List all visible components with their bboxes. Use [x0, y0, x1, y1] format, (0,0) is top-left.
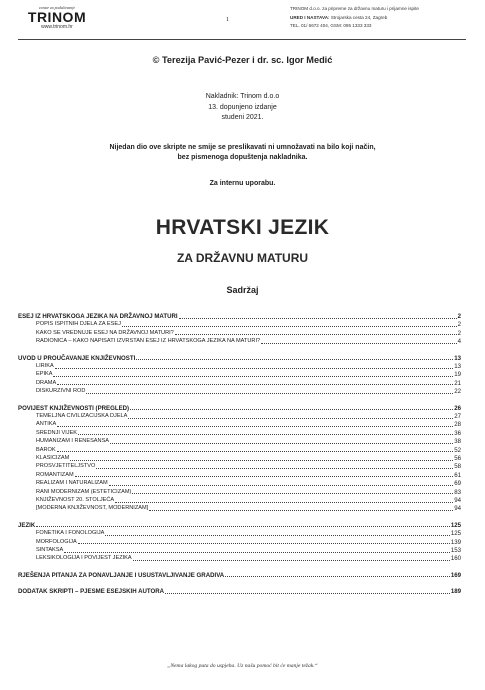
- toc-page-number: 2: [457, 321, 461, 329]
- edition-date: studeni 2021.: [221, 114, 264, 121]
- toc-entry-title: HUMANIZAM I RENESANSA: [36, 438, 110, 445]
- toc-subsection-entry: [18, 538, 461, 546]
- toc-page-number: 56: [454, 455, 461, 462]
- toc-entry-title: KAKO SE VREDNUJE ESEJ NA DRŽAVNOJ MATURI?: [36, 329, 174, 336]
- trinom-logo: [22, 5, 92, 30]
- toc-page-number: 21: [454, 379, 461, 387]
- toc-page-number: 13: [454, 363, 461, 370]
- toc-entry-title: SINTAKSA: [36, 547, 64, 553]
- toc-subsection-entry: [18, 329, 461, 337]
- toc-dot-leader: [53, 375, 453, 377]
- toc-subsection-entry: [18, 529, 461, 537]
- toc-page-number: 38: [454, 438, 461, 446]
- publisher: Nakladnik: Trinom d.o.o: [205, 93, 280, 100]
- toc-dot-leader: [70, 459, 453, 461]
- publisher-block: [0, 92, 485, 124]
- office-line: [290, 14, 470, 23]
- toc-page-number: 13: [454, 354, 461, 362]
- toc-dot-leader: [179, 317, 457, 319]
- toc-subsection-entry: [18, 454, 461, 462]
- toc-page-number: 94: [454, 505, 461, 513]
- toc-dot-leader: [165, 592, 450, 594]
- toc-subsection-entry: [18, 337, 461, 345]
- toc-dot-leader: [109, 484, 454, 486]
- toc-entry-title: POPIS ISPITNIH DJELA ZA ESEJ: [36, 321, 121, 328]
- toc-page-number: 139: [450, 538, 461, 546]
- toc-page-number: 19: [454, 371, 461, 379]
- toc-dot-leader: [57, 425, 453, 427]
- toc-subsection-entry: [18, 479, 461, 487]
- toc-entry-title: ROMANTIZAM: [36, 471, 74, 478]
- toc-dot-leader: [78, 542, 450, 544]
- toc-entry-title: DODATAK SKRIPTI – PJESME ESEJSKIH AUTORA: [18, 588, 165, 596]
- toc-subsection-entry: [18, 412, 461, 420]
- notice-line-1: Nijedan dio ove skripte ne smije se preslikavati ni umnožavati na bilo koji način,: [109, 144, 376, 151]
- toc-page-number: 61: [454, 471, 461, 479]
- toc-dot-leader: [57, 383, 453, 385]
- contents-heading: Sadržaj: [226, 285, 259, 295]
- toc-subsection-entry: [18, 504, 461, 512]
- toc-dot-leader: [110, 442, 453, 444]
- toc-entry-title: RADIONICA – KAKO NAPISATI IZVRSTAN ESEJ IZ HRVATSKOGA JEZIKA NA MATURI?: [36, 338, 261, 345]
- toc-dot-leader: [136, 358, 453, 360]
- toc-dot-leader: [133, 559, 450, 561]
- toc-entry-title: LIRIKA: [36, 363, 54, 369]
- toc-page-number: 36: [454, 429, 461, 437]
- toc-subsection-entry: [18, 496, 461, 504]
- toc-entry-title: BAROK: [36, 446, 56, 453]
- toc-page-number: 2: [457, 313, 461, 320]
- toc-section-entry: [18, 571, 461, 579]
- header-contact-block: [290, 5, 470, 31]
- company-line: TRINOM d.o.o. za pripreme za državnu maturu i prijamne ispite: [290, 6, 419, 11]
- toc-page-number: 160: [450, 555, 461, 563]
- toc-subsection-entry: [18, 471, 461, 479]
- toc-dot-leader: [64, 551, 450, 553]
- toc-page-number: 189: [450, 588, 461, 596]
- toc-subsection-entry: [18, 446, 461, 454]
- toc-subsection-entry: [18, 488, 461, 496]
- toc-entry-title: UVOD U PROUČAVANJE KNJIŽEVNOSTI: [18, 354, 136, 362]
- toc-page-number: 58: [454, 463, 461, 471]
- notice-line-2: bez pismenoga dopuštenja nakladnika.: [177, 154, 308, 161]
- toc-page-number: 125: [450, 521, 461, 529]
- office-label: URED I NASTAVA:: [290, 14, 330, 20]
- contact-line: TEL. 01/ 6672 404, GSM: 095 1333 333: [290, 23, 372, 28]
- toc-page-number: 94: [454, 497, 461, 504]
- page-number: 1: [226, 17, 229, 23]
- toc-dot-leader: [132, 492, 453, 494]
- toc-entry-title: POVIJEST KNJIŽEVNOSTI (PREGLED): [18, 404, 130, 412]
- toc-entry-title: SREDNJI VIJEK: [36, 429, 78, 436]
- toc-page-number: 26: [454, 404, 461, 412]
- toc-page-number: 4: [457, 338, 461, 346]
- toc-page-number: 28: [454, 421, 461, 429]
- main-title: HRVATSKI JEZIK: [155, 216, 330, 239]
- toc-page-number: 52: [454, 446, 461, 454]
- logo-tagline: centar za podučavanje: [38, 5, 76, 10]
- copyright-notice: [0, 143, 485, 163]
- toc-entry-title: LEKSIKOLOGIJA I POVIJEST JEZIKA: [36, 555, 132, 562]
- toc-section-entry: [18, 354, 461, 362]
- toc-subsection-entry: [18, 320, 461, 328]
- toc-entry-title: DRAMA: [36, 379, 57, 386]
- toc-entry-title: ANTIKA: [36, 421, 57, 428]
- header-divider: [18, 39, 466, 40]
- toc-entry-title: JEZIK: [18, 521, 36, 529]
- toc-dot-leader: [261, 342, 457, 344]
- toc-subsection-entry: [18, 362, 461, 370]
- toc-dot-leader: [78, 433, 453, 435]
- toc-subsection-entry: [18, 379, 461, 387]
- toc-subsection-entry: [18, 554, 461, 562]
- toc-dot-leader: [57, 450, 454, 452]
- toc-page-number: 2: [457, 329, 461, 337]
- toc-section-entry: [18, 312, 461, 320]
- toc-dot-leader: [122, 325, 457, 327]
- toc-section-entry: [18, 521, 461, 529]
- toc-entry-title: KLASICIZAM: [36, 455, 70, 461]
- edition: 13. dopunjeno izdanje: [208, 103, 277, 111]
- toc-dot-leader: [128, 417, 453, 419]
- toc-dot-leader: [225, 575, 450, 577]
- toc-page-number: 69: [454, 480, 461, 488]
- toc-section-entry: [18, 587, 461, 595]
- toc-page-number: 22: [454, 388, 461, 396]
- toc-entry-title: EPIKA: [36, 371, 53, 378]
- toc-dot-leader: [105, 534, 449, 536]
- toc-subsection-entry: [18, 437, 461, 445]
- toc-entry-title: PROSVJETITELJSTVO: [36, 463, 96, 470]
- toc-entry-title: DISKURZIVNI ROD: [36, 388, 86, 395]
- toc-entry-title: RANI MODERNIZAM (ESTETICIZAM): [36, 488, 132, 495]
- toc-entry-title: REALIZAM I NATURALIZAM: [36, 480, 108, 487]
- toc-subsection-entry: [18, 546, 461, 554]
- authors: © Terezija Pavić-Pezer i dr. sc. Igor Medić: [152, 55, 333, 65]
- toc-entry-title: ESEJ IZ HRVATSKOGA JEZIKA NA DRŽAVNOJ MATURI: [18, 313, 178, 320]
- toc-page-number: 169: [450, 571, 461, 579]
- toc-subsection-entry: [18, 370, 461, 378]
- toc-entry-title: FONETIKA I FONOLOGIJA: [36, 530, 105, 537]
- toc-subsection-entry: [18, 420, 461, 428]
- office-address: Strojarska cesta 24, Zagreb: [330, 14, 388, 20]
- internal-use-note: Za internu uporabu.: [209, 180, 276, 187]
- toc-dot-leader: [75, 475, 454, 477]
- toc-dot-leader: [86, 392, 453, 394]
- toc-page-number: 27: [454, 413, 461, 420]
- toc-subsection-entry: [18, 462, 461, 470]
- toc-entry-title: TEMELJNA CIVILIZACIJSKA DJELA: [36, 413, 128, 419]
- toc-entry-title: [MODERNA KNJIŽEVNOST, MODERNIZAM]: [36, 505, 149, 512]
- toc-page-number: 153: [450, 547, 461, 554]
- toc-page-number: 83: [454, 488, 461, 496]
- toc-subsection-entry: [18, 429, 461, 437]
- logo-url: www.trinom.hr: [41, 24, 73, 30]
- toc-entry-title: MORFOLOGIJA: [36, 538, 77, 545]
- toc-dot-leader: [115, 501, 453, 503]
- subtitle: ZA DRŽAVNU MATURU: [176, 251, 309, 265]
- toc-dot-leader: [36, 525, 450, 527]
- toc-dot-leader: [96, 467, 453, 469]
- footer-motto: „Nema lakog puta do uspjeha. Uz našu pomoć bit će manje težak.“: [167, 663, 318, 669]
- toc-dot-leader: [55, 367, 453, 369]
- toc-page-number: 125: [450, 530, 461, 538]
- toc-entry-title: KNJIŽEVNOST 20. STOLJEĆA: [36, 497, 115, 503]
- toc-dot-leader: [130, 408, 453, 410]
- toc-subsection-entry: [18, 387, 461, 395]
- logo-text: TRINOM: [27, 9, 87, 25]
- toc-section-entry: [18, 404, 461, 412]
- toc-entry-title: RJEŠENJA PITANJA ZA PONAVLJANJE I USUSTAVLJIVANJE GRADIVA: [18, 571, 225, 579]
- toc-dot-leader: [175, 333, 457, 335]
- toc-dot-leader: [149, 509, 453, 511]
